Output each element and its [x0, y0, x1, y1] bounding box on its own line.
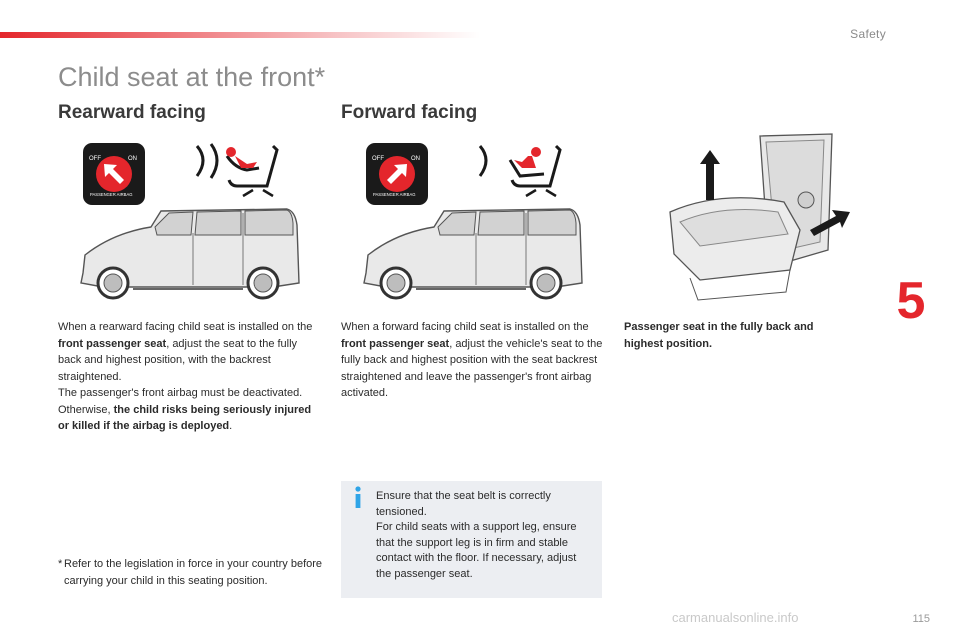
text-bold: front passenger seat	[341, 337, 450, 350]
page-title: Child seat at the front*	[58, 62, 326, 92]
rearward-heading: Rearward facing	[58, 102, 206, 123]
badge-off-label: OFF	[372, 156, 384, 162]
info-icon	[353, 486, 363, 508]
text-run: When a rearward facing child seat is installed on the	[58, 321, 313, 333]
van-illustration	[356, 203, 586, 303]
arrow-up-icon	[700, 150, 720, 200]
badge-on-label: ON	[411, 156, 420, 162]
text-bold: front passenger seat	[58, 337, 167, 350]
warning-bold: the child risks being seriously injured or killed if the airbag is deployed	[58, 403, 312, 432]
text-run: The passenger's front airbag must be deactivated. Otherwise,	[58, 387, 303, 416]
info-box	[341, 481, 602, 598]
text-run: .	[229, 420, 233, 432]
rearward-child-seat-icon	[187, 140, 287, 198]
badge-caption: PASSENGER AIRBAG	[373, 192, 416, 197]
airbag-on-badge-icon	[366, 143, 428, 205]
forward-child-seat-icon	[470, 140, 570, 198]
text-run: , adjust the seat to the fully back and highest position, with the backrest straightened.	[58, 337, 298, 383]
text-run: , adjust the vehicle's seat to the fully back and highest position with the seat backrest straightened and leave the passenger's front airbag activated.	[341, 337, 603, 399]
section-title: Safety	[850, 27, 886, 41]
info-text	[376, 489, 591, 582]
forward-heading: Forward facing	[341, 102, 478, 123]
passenger-seat-illustration	[660, 130, 860, 310]
seat-caption: Passenger seat in the fully back and highest position.	[624, 321, 814, 350]
footnote	[58, 556, 328, 589]
van-illustration	[73, 203, 303, 303]
badge-caption: PASSENGER AIRBAG	[90, 192, 133, 197]
chapter-number: 5	[896, 272, 926, 330]
info-line: Ensure that the seat belt is correctly tensioned.	[376, 490, 551, 518]
info-line: For child seats with a support leg, ensure that the support leg is in firm and stable contact with the floor. If necessary, adjust the passenger seat.	[376, 521, 577, 580]
badge-off-label: OFF	[89, 156, 101, 162]
airbag-off-badge-icon	[83, 143, 145, 205]
rearward-paragraph	[58, 319, 320, 435]
watermark: carmanualsonline.info	[672, 610, 799, 625]
badge-on-label: ON	[128, 156, 137, 162]
forward-paragraph	[341, 319, 603, 402]
text-run: When a forward facing child seat is installed on the	[341, 321, 589, 333]
page-number: 115	[912, 613, 930, 625]
footnote-text: Refer to the legislation in force in your country before carrying your child in this seating position.	[64, 558, 323, 587]
footnote-star: *	[58, 558, 63, 570]
header-accent-bar	[0, 32, 480, 38]
